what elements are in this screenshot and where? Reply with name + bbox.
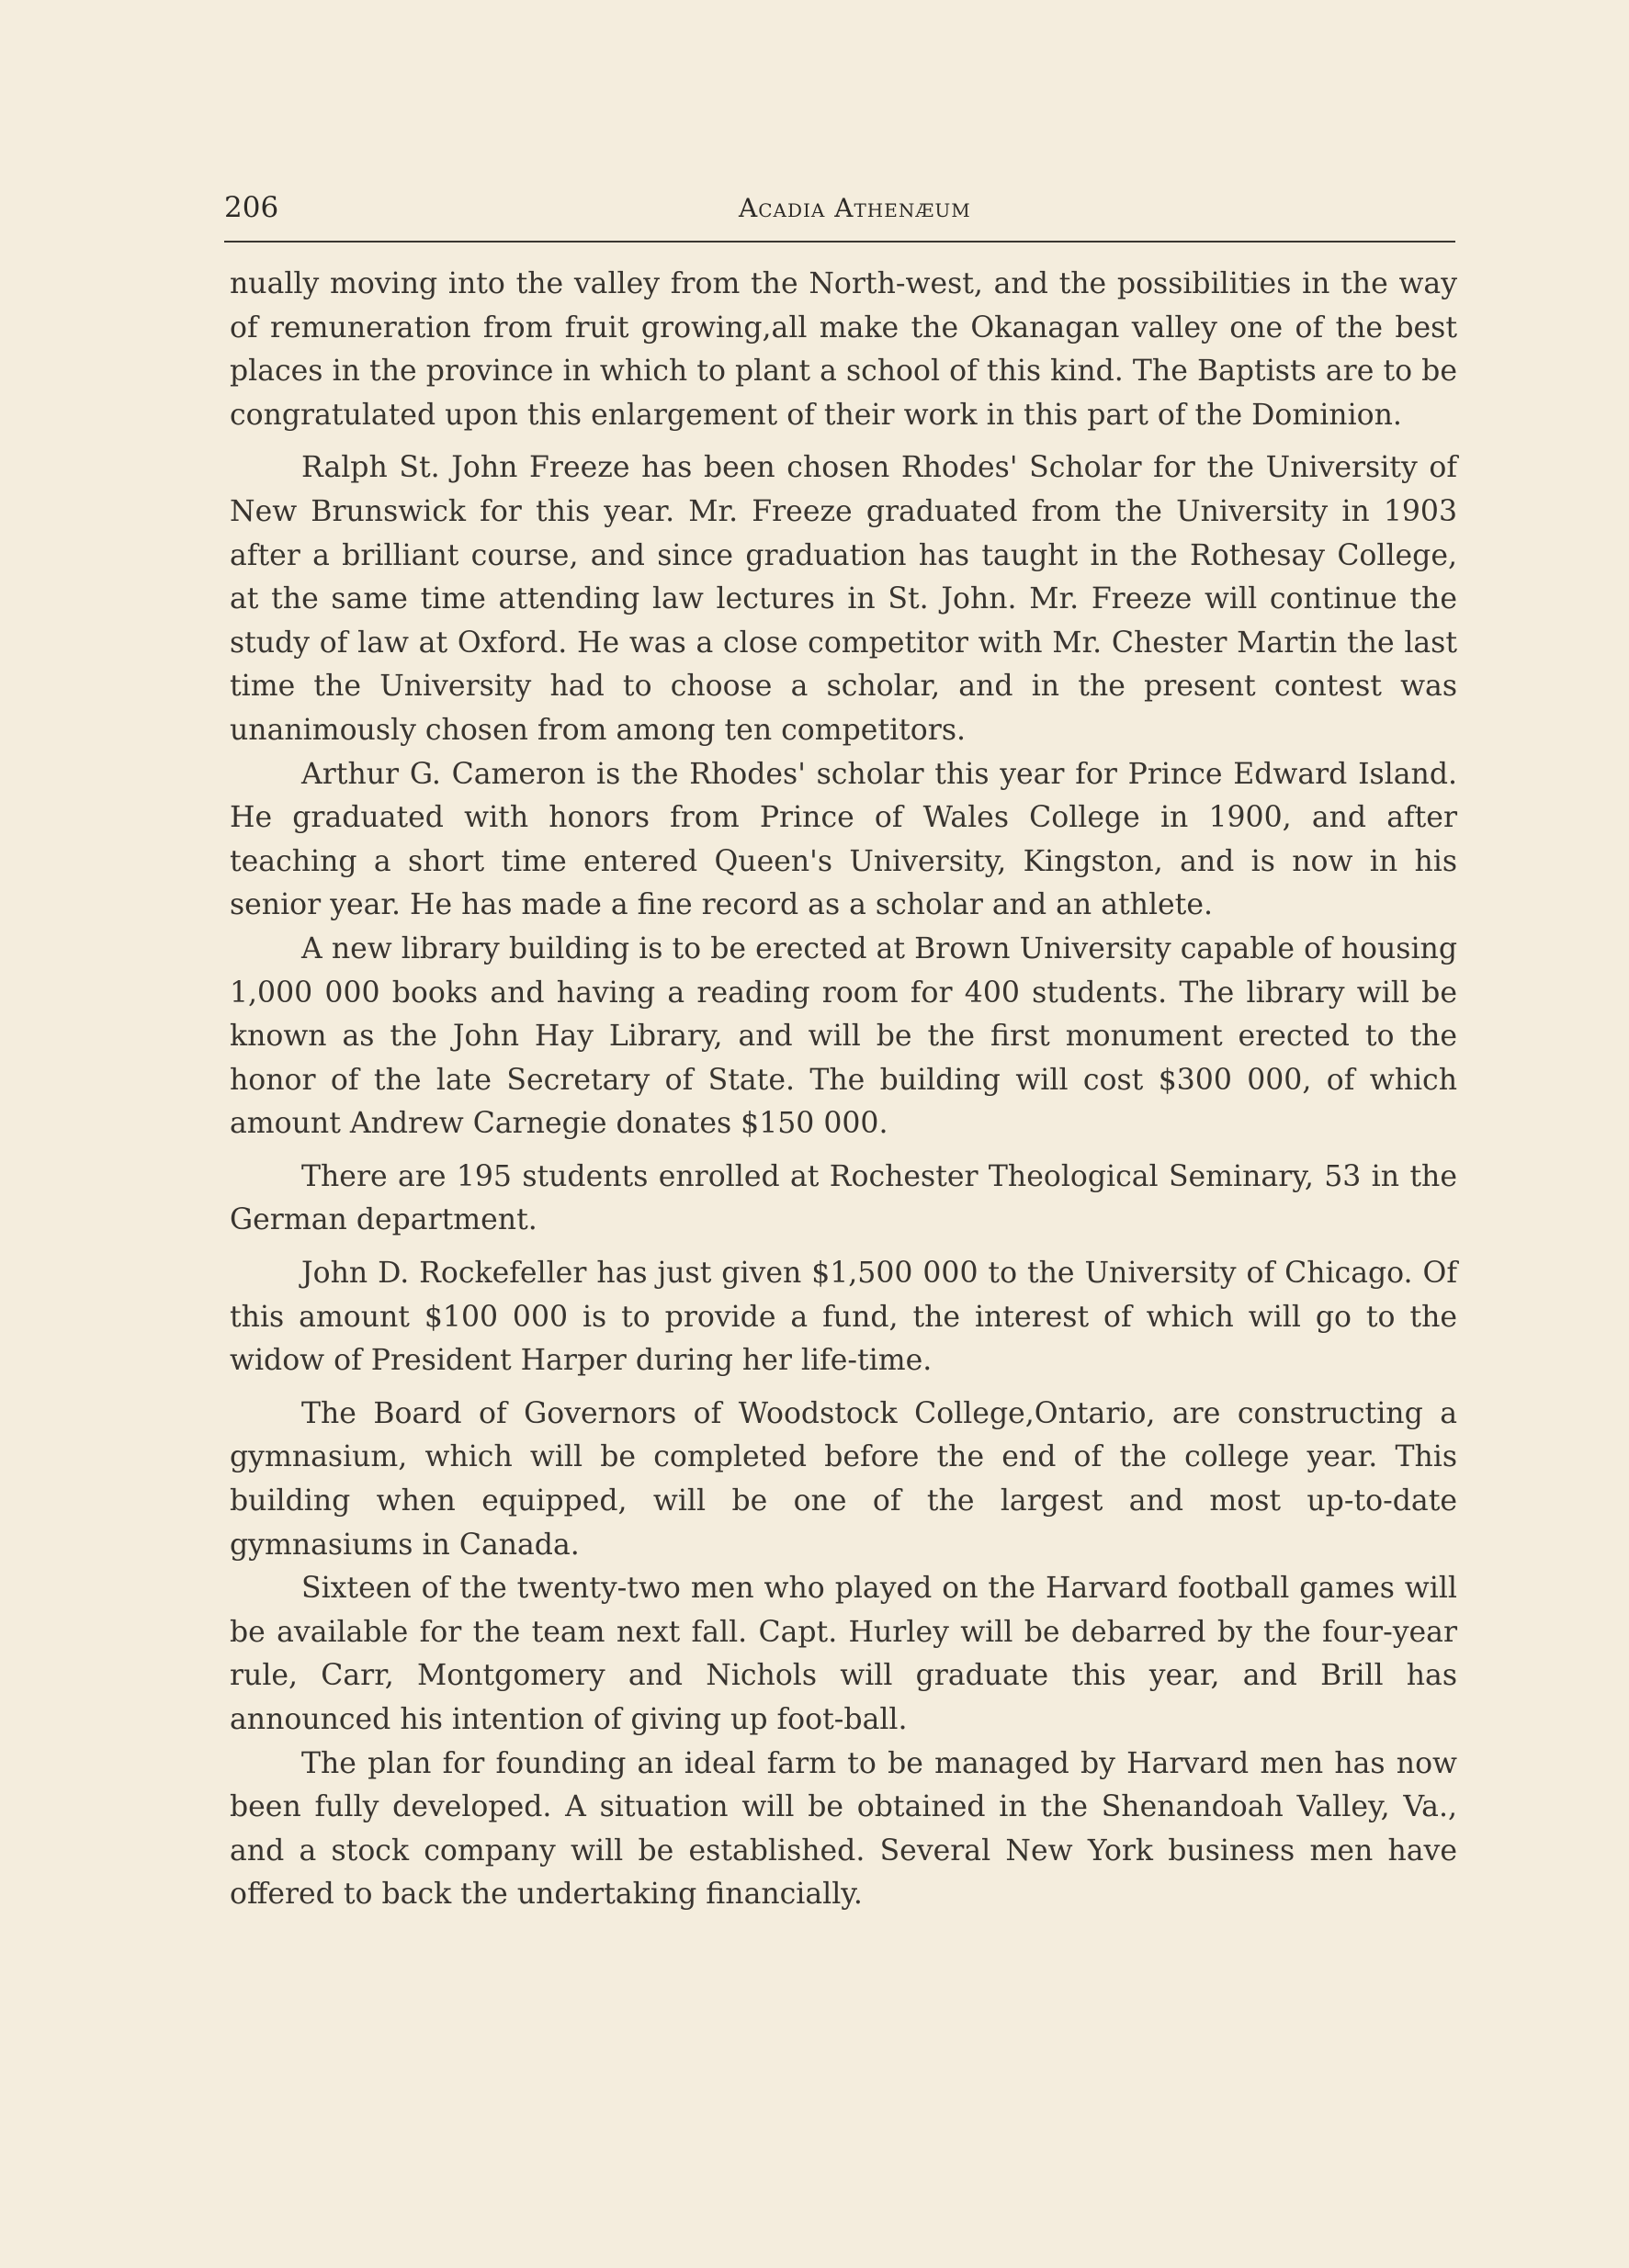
- paragraph-woodstock: The Board of Governors of Woodstock College,Ontario, are constructing a gymnasium, which will be completed before the end of the college year. This building when equipped, will be one of the largest and most up-to-date gymnasiums in Canada.: [230, 1396, 1457, 1562]
- paragraph-cameron: Arthur G. Cameron is the Rhodes' scholar this year for Prince Edward Island. He graduated with honors from Prince of Wales College in 1900, and after teaching a short time entered Queen's University, Kingston, and is now in his senior year. He has made a fine record as a scholar and an athlete.: [230, 757, 1457, 922]
- paragraph-brown-library: A new library building is to be erected at Brown University capable of housing 1,000 000 books and having a reading room for 400 students. The library will be known as the John Hay Library, and will be the first monument erected to the honor of the late Secretary of State. The building will cost $300 000, of which amount Andrew Carnegie donates $150 000.: [230, 931, 1457, 1141]
- paragraph-harvard-football: Sixteen of the twenty-two men who played on the Harvard football games will be available for the team next fall. Capt. Hurley will be debarred by the four-year rule, Carr, Montgomery and Nichols will graduate this year, and Brill has announced his intention of giving up foot-ball.: [230, 1572, 1457, 1736]
- running-title: Acadia Athenæum: [739, 193, 971, 223]
- page-number: 206: [224, 191, 279, 224]
- page-header: [224, 191, 1455, 237]
- article-body: [230, 263, 1457, 1917]
- paragraph-freeze: Ralph St. John Freeze has been chosen Rhodes' Scholar for the University of New Brunswick for this year. Mr. Freeze graduated from the University in 1903 after a brilliant course, and since graduation has taught in the Rothesay College, at the same time attending law lectures in St. John. Mr. Freeze will continue the study of law at Oxford. He was a close competitor with Mr. Chester Martin the last time the University had to choose a scholar, and in the present contest was unanimously chosen from among ten competitors.: [230, 451, 1457, 747]
- paragraph-harvard-farm: The plan for founding an ideal farm to be managed by Harvard men has now been fully developed. A situation will be obtained in the Shenandoah Valley, Va., and a stock company will be established. Several New York business men have offered to back the undertaking financially.: [230, 1746, 1457, 1912]
- header-rule: [224, 241, 1455, 243]
- paragraph-rockefeller: John D. Rockefeller has just given $1,500 000 to the University of Chicago. Of this amount $100 000 is to provide a fund, the interest of which will go to the widow of President Harper during her life-time.: [230, 1257, 1457, 1378]
- paragraph-okanagan: nually moving into the valley from the North-west, and the possibilities in the way of remuneration from fruit growing,all make the Okanagan valley one of the best places in the province in which to plant a school of this kind. The Baptists are to be congratulated upon this enlargement of their work in this part of the Dominion.: [230, 267, 1457, 432]
- paragraph-rochester: There are 195 students enrolled at Rochester Theological Seminary, 53 in the German department.: [230, 1159, 1457, 1237]
